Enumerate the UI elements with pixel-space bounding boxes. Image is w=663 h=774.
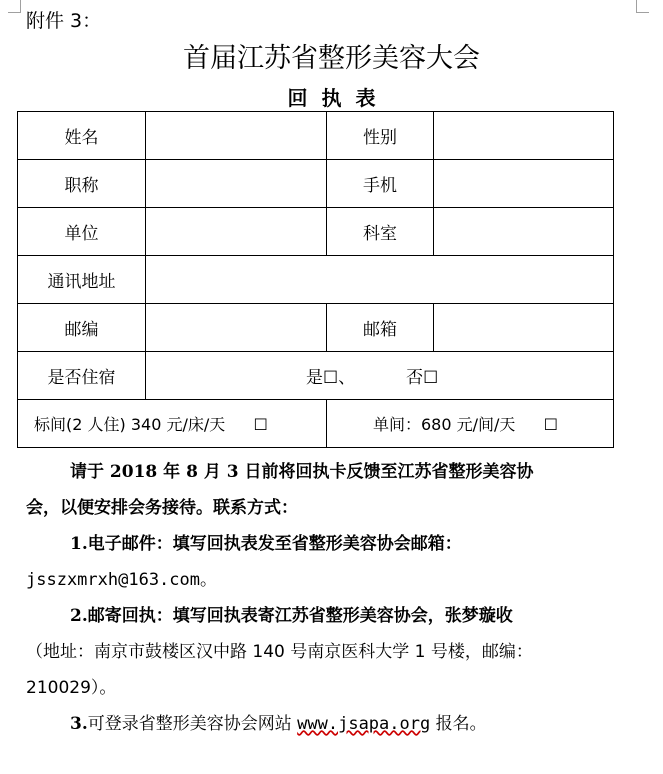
table-row	[18, 304, 614, 352]
table-row	[18, 208, 614, 256]
standard-room-option	[18, 400, 327, 448]
lodging-yes-label: 是	[306, 368, 323, 388]
website-item-number: 3.	[70, 714, 88, 734]
instruction-line: 会，以便安排会务接待。联系方式：	[26, 498, 298, 518]
website-item-text: 可登录省整形美容协会网站	[87, 714, 298, 734]
contact-email: jsszxmrxh@163.com。	[26, 570, 217, 590]
mail-address-line: （地址：南京市鼓楼区汉中路 140 号南京医科大学 1 号楼，邮编：	[26, 642, 533, 662]
mail-address-line: 210029）。	[26, 678, 117, 698]
name-field[interactable]	[146, 112, 327, 160]
form-subtitle: 回执表	[287, 86, 390, 110]
dept-field[interactable]	[434, 208, 614, 256]
attachment-label: 附件 3：	[26, 10, 102, 32]
lodging-yes-checkbox[interactable]: ☐	[323, 368, 339, 388]
lodging-separator: 、	[338, 368, 356, 388]
mobile-field[interactable]	[434, 160, 614, 208]
single-room-option	[327, 400, 614, 448]
website-item-tail: 报名。	[430, 714, 487, 734]
email-instruction: 1.电子邮件：填写回执表发至省整形美容协会邮箱：	[70, 534, 462, 554]
single-room-label: 单间：680 元/间/天	[373, 415, 516, 434]
email-label: 邮箱	[327, 304, 434, 352]
unit-label: 单位	[18, 208, 146, 256]
page-corner-mark	[636, 0, 649, 13]
table-row	[18, 160, 614, 208]
single-room-checkbox[interactable]: ☐	[543, 415, 558, 434]
gender-label: 性别	[327, 112, 434, 160]
receipt-form-table	[17, 111, 614, 448]
gender-field[interactable]	[434, 112, 614, 160]
lodging-label: 是否住宿	[18, 352, 146, 400]
instructions-block	[26, 454, 626, 742]
table-row	[18, 352, 614, 400]
email-field[interactable]	[434, 304, 614, 352]
name-label: 姓名	[18, 112, 146, 160]
table-row	[18, 400, 614, 448]
document-title: 首届江苏省整形美容大会	[183, 43, 480, 74]
address-field[interactable]	[146, 256, 614, 304]
mobile-label: 手机	[327, 160, 434, 208]
mail-instruction: 2.邮寄回执：填写回执表寄江苏省整形美容协会，张梦璇收	[70, 606, 513, 626]
standard-room-label: 标间(2 人住) 340 元/床/天	[34, 415, 226, 434]
unit-field[interactable]	[146, 208, 327, 256]
instruction-line: 请于 2018 年 8 月 3 日前将回执卡反馈至江苏省整形美容协	[70, 462, 534, 482]
lodging-no-checkbox[interactable]: ☐	[423, 368, 439, 388]
table-row	[18, 256, 614, 304]
title-field[interactable]	[146, 160, 327, 208]
dept-label: 科室	[327, 208, 434, 256]
website-instruction	[26, 706, 626, 742]
standard-room-checkbox[interactable]: ☐	[253, 415, 268, 434]
lodging-options	[146, 352, 614, 400]
table-row	[18, 112, 614, 160]
postcode-label: 邮编	[18, 304, 146, 352]
website-link[interactable]: www.jsapa.org	[297, 714, 431, 734]
page-corner-mark	[8, 0, 21, 13]
title-label: 职称	[18, 160, 146, 208]
address-label: 通讯地址	[18, 256, 146, 304]
lodging-no-label: 否	[406, 368, 424, 388]
postcode-field[interactable]	[146, 304, 327, 352]
